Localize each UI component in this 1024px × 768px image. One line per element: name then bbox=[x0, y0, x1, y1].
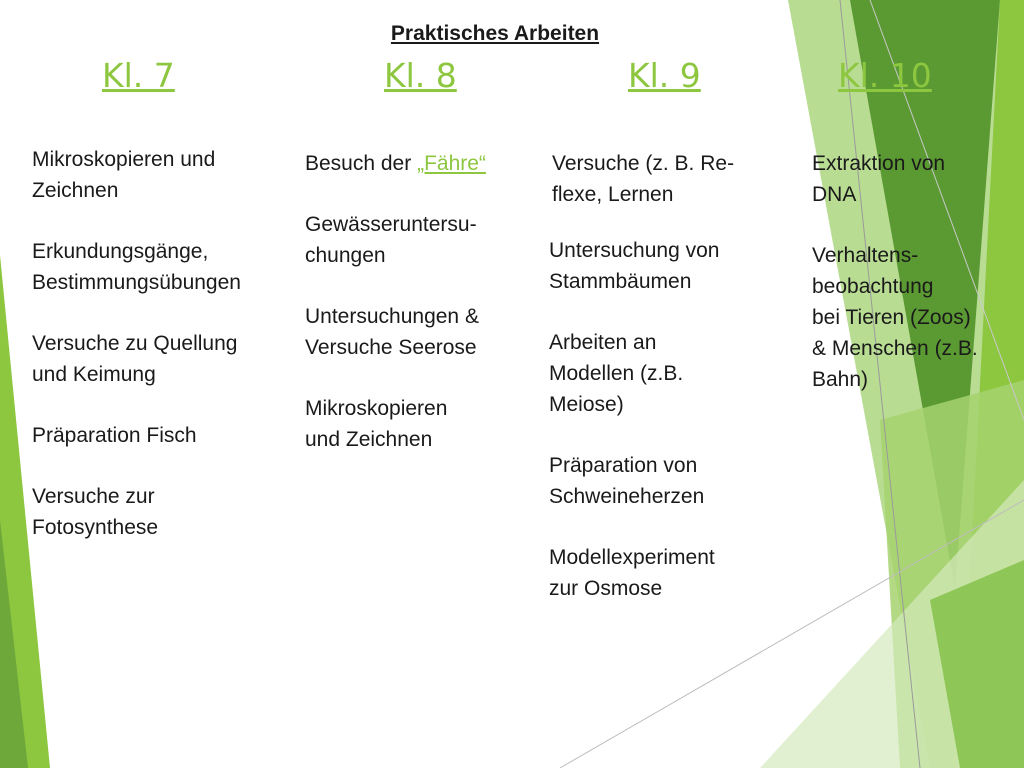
list-item: Arbeiten an Modellen (z.B. Meiose) bbox=[549, 331, 684, 416]
slide-title: Praktisches Arbeiten bbox=[390, 22, 600, 45]
grade-heading-8[interactable]: Kl. 8 bbox=[384, 56, 457, 95]
list-item: Mikroskopieren und Zeichnen bbox=[32, 148, 216, 202]
list-item: Extraktion von DNA bbox=[812, 152, 946, 206]
list-item: Präparation Fisch bbox=[32, 424, 197, 447]
faehre-link[interactable]: „Fähre“ bbox=[417, 152, 486, 175]
grade-heading-7[interactable]: Kl. 7 bbox=[102, 56, 175, 95]
list-item: Erkundungsgänge, Bestimmungsübungen bbox=[32, 240, 241, 294]
list-item: Mikroskopieren und Zeichnen bbox=[305, 397, 448, 451]
kl9-first-item: Versuche (z. B. Re- flexe, Lernen bbox=[552, 152, 735, 206]
list-item: Gewässeruntersu- chungen bbox=[305, 213, 477, 267]
column-kl9 bbox=[549, 235, 779, 634]
list-item: Präparation von Schweineherzen bbox=[549, 454, 705, 508]
grade-heading-9[interactable]: Kl. 9 bbox=[628, 56, 701, 95]
list-item: Versuche zu Quellung und Keimung bbox=[32, 332, 238, 386]
list-item: Untersuchungen & Versuche Seerose bbox=[305, 305, 479, 359]
column-kl8 bbox=[305, 148, 540, 485]
column-kl10 bbox=[812, 148, 1017, 425]
list-item: Untersuchung von Stammbäumen bbox=[549, 239, 720, 293]
besuch-text: Besuch der bbox=[305, 152, 418, 175]
list-item bbox=[305, 148, 540, 179]
list-item: Modellexperiment zur Osmose bbox=[549, 546, 715, 600]
column-kl7 bbox=[32, 144, 294, 573]
list-item: Versuche zur Fotosynthese bbox=[32, 485, 159, 539]
list-item: Verhaltens- beobachtung bei Tieren (Zoos) & Menschen (z.B. Bahn) bbox=[812, 244, 978, 391]
grade-heading-10[interactable]: Kl. 10 bbox=[838, 56, 932, 95]
